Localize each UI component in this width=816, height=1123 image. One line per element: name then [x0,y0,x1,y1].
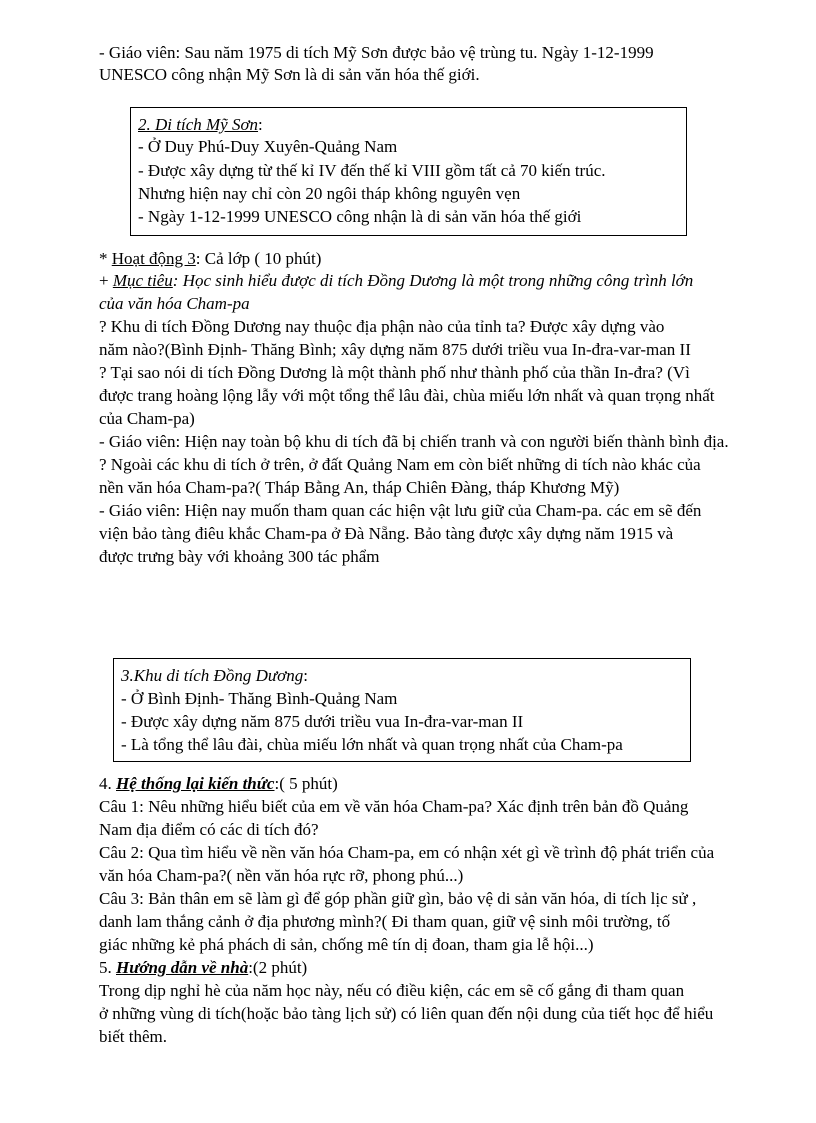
section4-line-2: Nam địa điểm có các di tích đó? [99,820,319,839]
section4-line-1: Câu 1: Nêu những hiểu biết của em về văn hóa Cham-pa? Xác định trên bản đồ Quảng [99,797,689,816]
activity3-rest: : Cả lớp ( 10 phút) [195,249,322,268]
box1-title-text: 2. Di tích Mỹ Sơn [138,115,259,134]
objective-label: Mục tiêu [112,271,173,290]
box2-line-1: - Ở Bình Định- Thăng Bình-Quảng Nam [121,689,398,708]
section4-number: 4. [99,774,116,793]
intro-line-2: UNESCO công nhận Mỹ Sơn là di sản văn hóa thế giới. [99,65,480,84]
box1-line-3: Nhưng hiện nay chỉ còn 20 ngôi tháp không nguyên vẹn [138,184,521,203]
activity3-line-3: ? Tại sao nói di tích Đồng Dương là một thành phố như thành phố của thần In-đra? (Vì [99,363,690,382]
activity3-line-8: nền văn hóa Cham-pa?( Tháp Bằng An, tháp Chiên Đàng, tháp Khương Mỹ) [99,478,620,497]
section4-title: Hệ thống lại kiến thức [116,774,275,793]
section4-line-6: danh lam thắng cảnh ở địa phương mình?( Đi tham quan, giữ vệ sinh môi trường, tố [99,912,671,931]
box1-line-1: - Ở Duy Phú-Duy Xuyên-Quảng Nam [138,137,398,156]
section5-rest: :(2 phút) [248,958,308,977]
activity3-prefix: * [99,249,112,268]
box1-line-2: - Được xây dựng từ thế kỉ IV đến thế kỉ VIII gồm tất cả 70 kiến trúc. [138,161,606,180]
section5-line-1: Trong dịp nghỉ hè của năm học này, nếu có điều kiện, các em sẽ cố gắng đi tham quan [99,981,685,1000]
activity3-line-4: được trang hoàng lộng lẫy với một tổng thể lâu đài, chùa miếu lớn nhất và quan trọng nhất [99,386,715,405]
activity3-objective [99,270,693,292]
section5-line-2: ở những vùng di tích(hoặc bảo tàng lịch sử) có liên quan đến nội dung của tiết học để hiểu [99,1004,714,1023]
activity3-heading [99,248,321,270]
activity3-line-11: được trưng bày với khoảng 300 tác phẩm [99,547,380,566]
section4-rest: :( 5 phút) [274,774,338,793]
section5-line-3: biết thêm. [99,1027,167,1046]
section4-line-7: giác những kẻ phá phách di sản, chống mê tín dị đoan, tham gia lễ hội...) [99,935,594,954]
box1-title [138,114,263,136]
activity3-line-1: ? Khu di tích Đồng Dương nay thuộc địa phận nào của tỉnh ta? Được xây dựng vào [99,317,665,336]
intro-line-1: - Giáo viên: Sau năm 1975 di tích Mỹ Sơn được bảo vệ trùng tu. Ngày 1-12-1999 [99,43,654,62]
box2-title-text: 3.Khu di tích Đồng Dương [121,666,304,685]
activity3-line-6: - Giáo viên: Hiện nay toàn bộ khu di tích đã bị chiến tranh và con người biến thành bình địa. [99,432,729,451]
box1-title-suffix: : [258,115,263,134]
section4-line-3: Câu 2: Qua tìm hiểu về nền văn hóa Cham-pa, em có nhận xét gì về trình độ phát triển của [99,843,715,862]
objective-line-2: của văn hóa Cham-pa [99,294,250,313]
box2-line-2: - Được xây dựng năm 875 dưới triều vua In-đra-var-man II [121,712,524,731]
section4-line-5: Câu 3: Bản thân em sẽ làm gì để góp phần giữ gìn, bảo vệ di sản văn hóa, di tích lịc sử , [99,889,697,908]
activity3-line-10: viện bảo tàng điêu khắc Cham-pa ở Đà Nẵng. Bảo tàng được xây dựng năm 1915 và [99,524,674,543]
activity3-line-7: ? Ngoài các khu di tích ở trên, ở đất Quảng Nam em còn biết những di tích nào khác của [99,455,701,474]
objective-line-1: : Học sinh hiểu được di tích Đồng Dương là một trong những công trình lớn [172,271,694,290]
section4-line-4: văn hóa Cham-pa?( nền văn hóa rực rỡ, phong phú...) [99,866,464,885]
section5-heading [99,957,307,979]
section5-number: 5. [99,958,116,977]
activity3-line-5: của Cham-pa) [99,409,195,428]
objective-prefix: + [99,271,113,290]
activity3-line-9: - Giáo viên: Hiện nay muốn tham quan các hiện vật lưu giữ của Cham-pa. các em sẽ đến [99,501,702,520]
activity3-line-2: năm nào?(Bình Định- Thăng Bình; xây dựng năm 875 dưới triều vua In-đra-var-man II [99,340,691,359]
box2-line-3: - Là tổng thể lâu đài, chùa miếu lớn nhất và quan trọng nhất của Cham-pa [121,735,623,754]
section4-heading [99,773,338,795]
activity3-label: Hoạt động 3 [111,249,196,268]
box2-title-suffix: : [303,666,308,685]
section5-title: Hướng dẫn về nhà [116,958,249,977]
box2-title [121,665,308,687]
box1-line-4: - Ngày 1-12-1999 UNESCO công nhận là di sản văn hóa thế giới [138,207,582,226]
